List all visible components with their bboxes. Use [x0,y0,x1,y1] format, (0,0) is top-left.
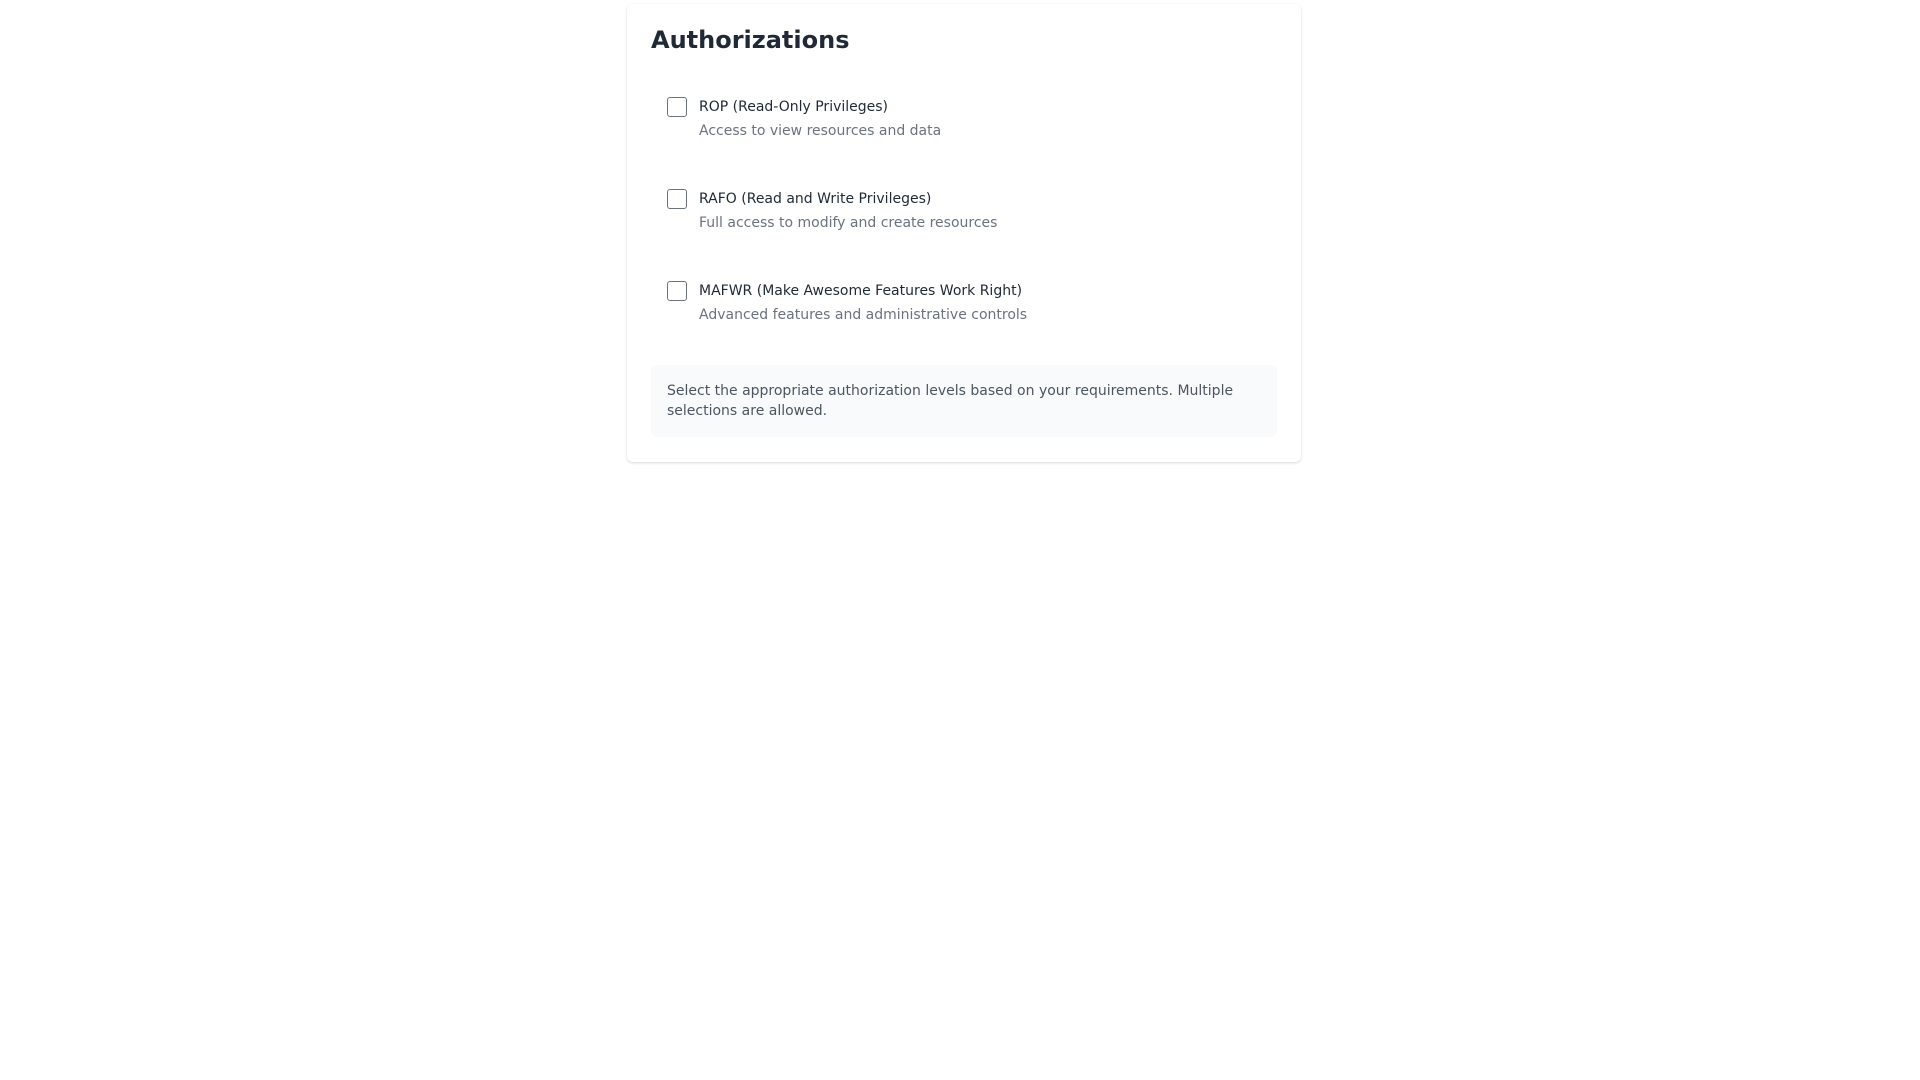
authorizations-card [627,4,1301,462]
option-rop[interactable] [667,96,941,141]
info-note: Select the appropriate authorization levels based on your requirements. Multiple selections are allowed. [651,365,1277,437]
option-label: ROP (Read-Only Privileges) [699,99,889,115]
option-text [699,280,1027,325]
rop-checkbox[interactable] [667,97,687,117]
option-mafwr[interactable] [667,280,1027,325]
option-description: Access to view resources and data [699,123,942,139]
option-label: RAFO (Read and Write Privileges) [699,191,932,207]
option-label: MAFWR (Make Awesome Features Work Right) [699,283,1023,299]
option-text [699,188,997,233]
card-title: Authorizations [651,26,850,54]
option-description: Advanced features and administrative controls [699,307,1028,323]
option-rafo[interactable] [667,188,997,233]
rafo-checkbox[interactable] [667,189,687,209]
option-description: Full access to modify and create resources [699,215,998,231]
mafwr-checkbox[interactable] [667,281,687,301]
option-text [699,96,941,141]
